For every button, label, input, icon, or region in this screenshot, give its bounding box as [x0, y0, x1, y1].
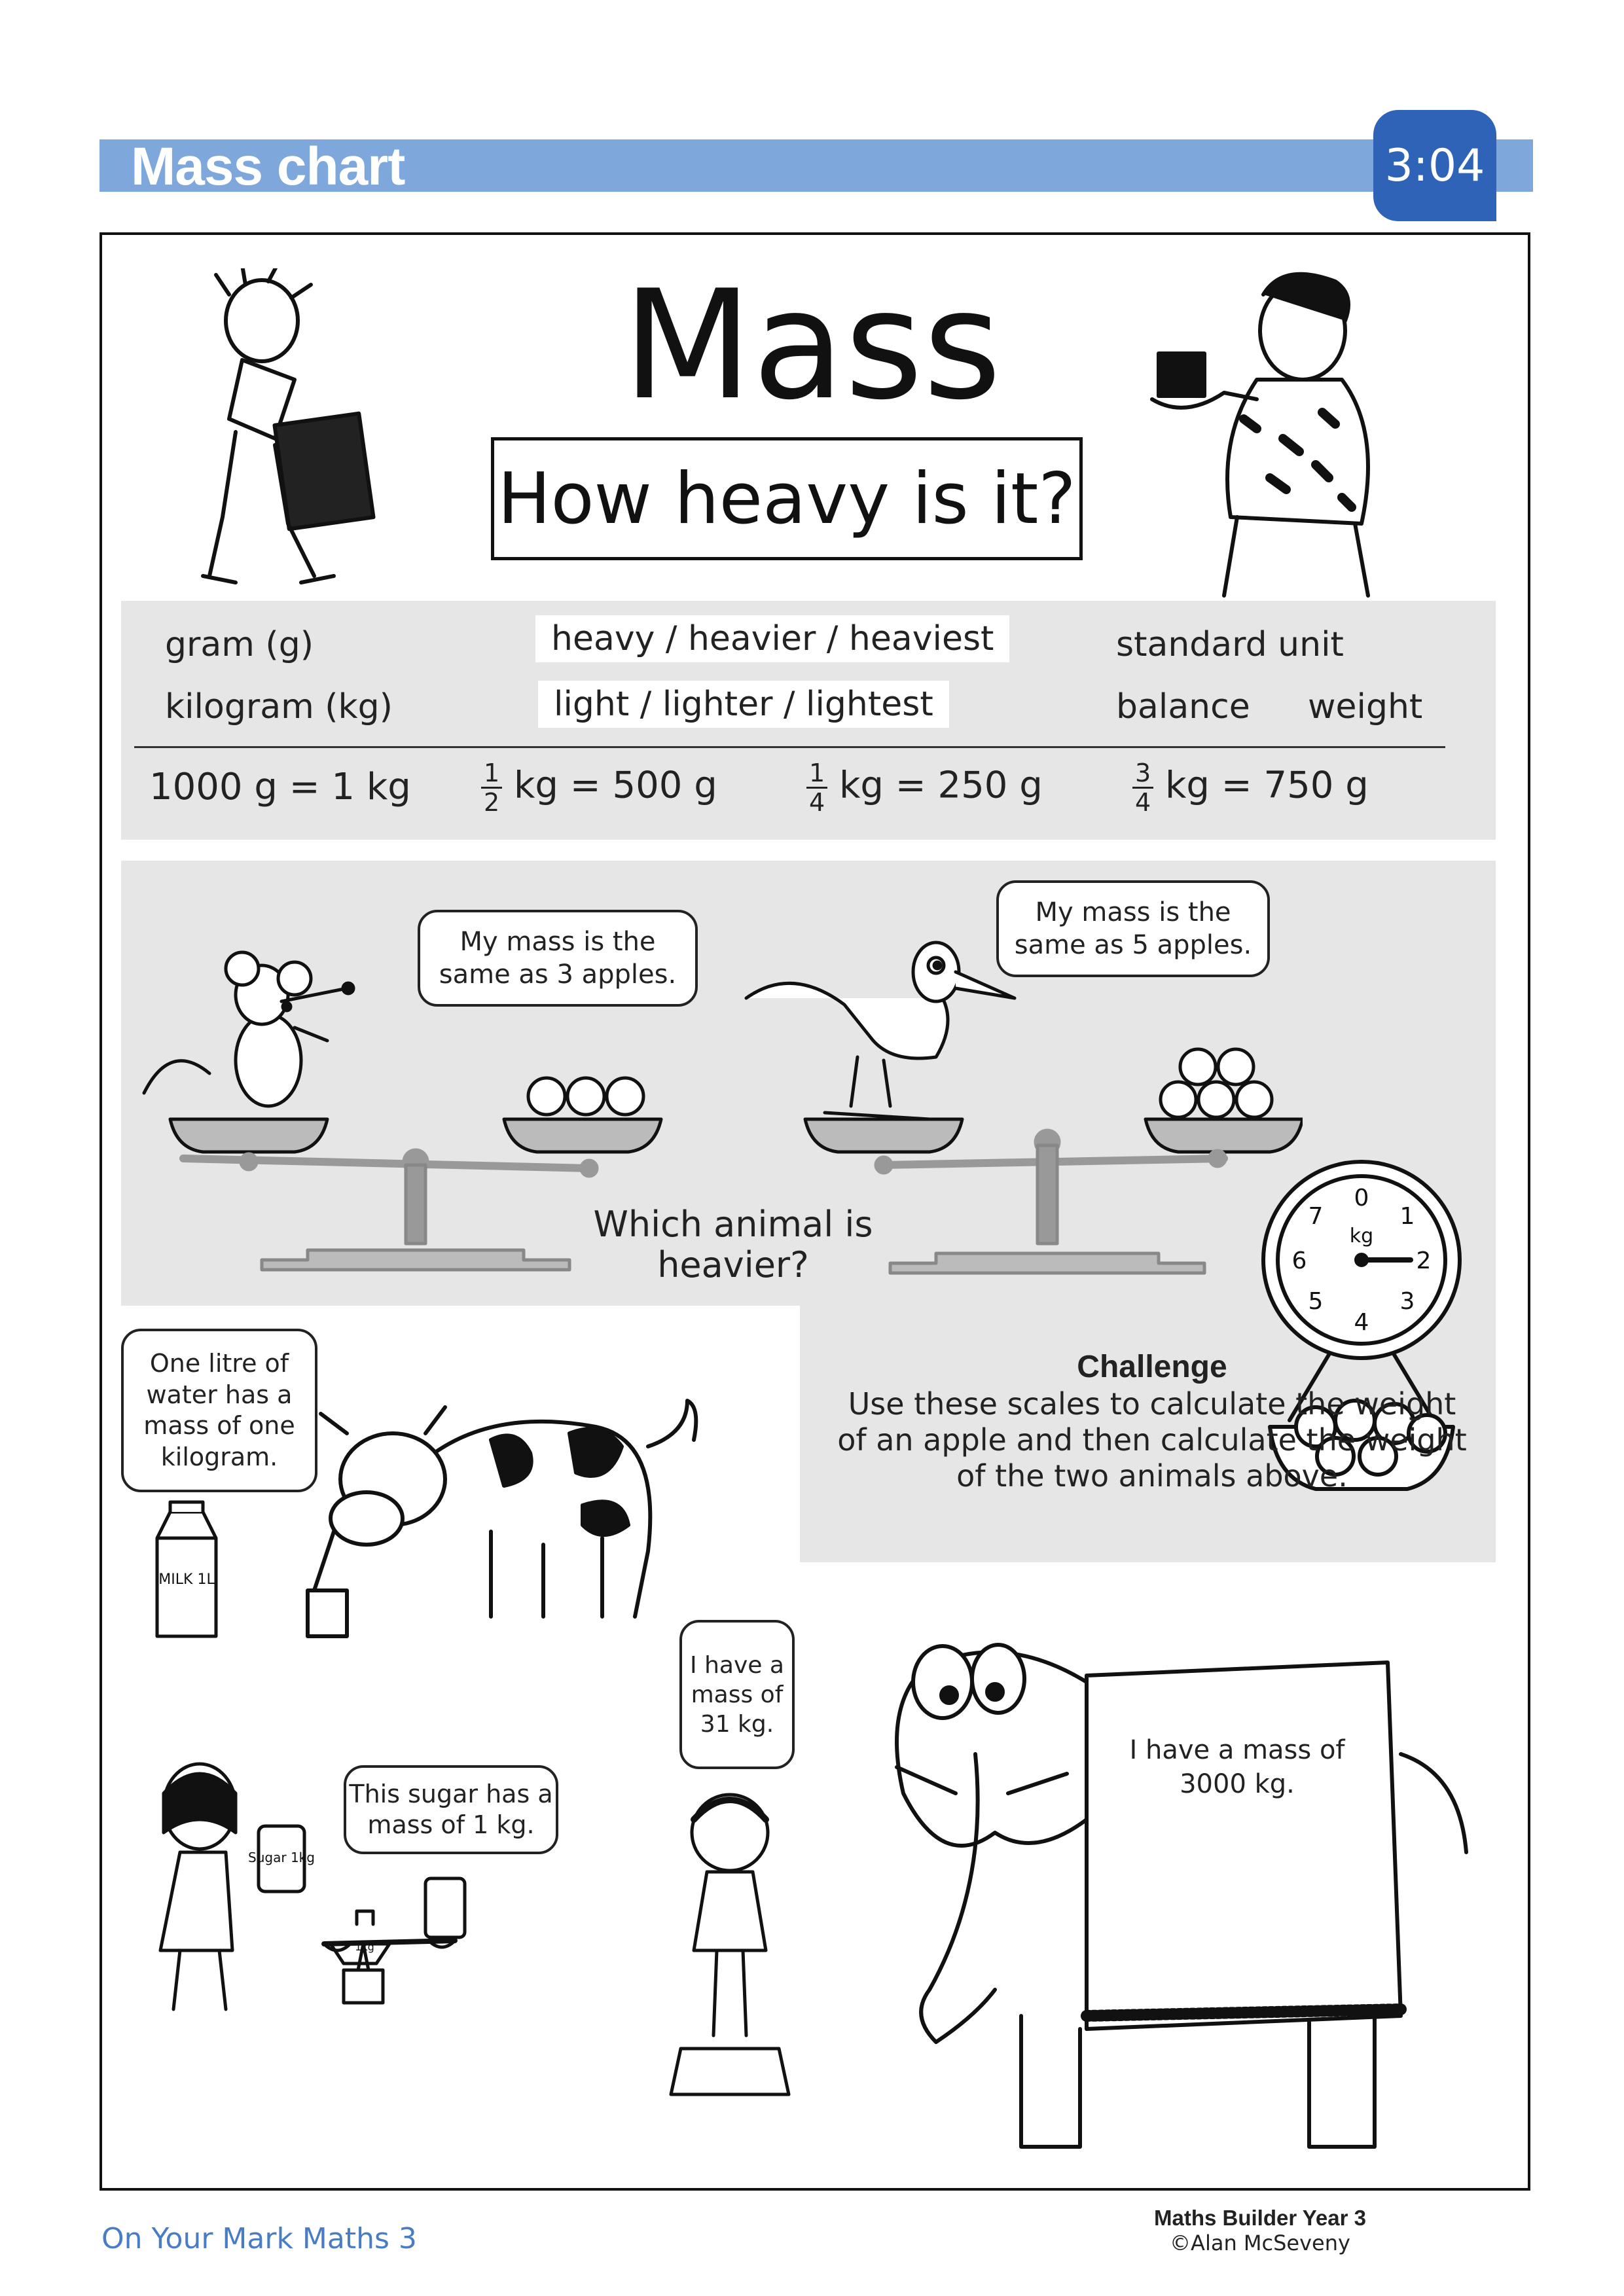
challenge-title: Challenge — [1077, 1350, 1227, 1384]
conversion-quarter-kg — [806, 759, 1043, 816]
scale-number-2: 2 — [1416, 1247, 1432, 1274]
strongman-holding-cube-illustration — [1087, 268, 1427, 602]
milk-carton-label: MILK 1L — [158, 1571, 215, 1588]
equals-sign: = — [569, 764, 613, 807]
conversion-three-quarter-kg — [1132, 759, 1369, 816]
scale-number-4: 4 — [1354, 1309, 1369, 1336]
unit-label: kg — [514, 764, 558, 807]
equals-sign: = — [289, 766, 332, 808]
vocab-divider — [134, 746, 1445, 748]
scale-unit: kg — [1349, 1225, 1374, 1247]
sugar-bag-label: Sugar 1kg — [248, 1850, 315, 1865]
page-code-badge: 3:04 — [1373, 110, 1496, 221]
elephant-label: I have a mass of 3000 kg. — [1129, 1735, 1345, 1799]
footer-book-title: Maths Builder Year 3 — [1153, 2206, 1367, 2230]
footer-credit — [1106, 2206, 1414, 2255]
poster-subtitle: How heavy is it? — [491, 437, 1083, 560]
page-title: Mass chart — [131, 137, 405, 196]
equals-sign: = — [895, 764, 938, 807]
vocab-weight: weight — [1308, 687, 1423, 726]
scale-number-3: 3 — [1399, 1288, 1415, 1315]
man-carrying-box-illustration — [164, 268, 399, 609]
challenge-block — [831, 1348, 1473, 1494]
fraction-three-quarters: $\frac{3}{4}$ — [1132, 759, 1153, 816]
footer-series-name: On Your Mark Maths 3 — [101, 2222, 417, 2255]
bird-speech-bubble: My mass is the same as 5 apples. — [996, 880, 1270, 977]
conversion-rhs: 750 g — [1263, 764, 1369, 807]
vocab-standard-unit: standard unit — [1116, 625, 1344, 664]
vocab-heavy: heavy / heavier / heaviest — [535, 615, 1009, 662]
child-on-scale-illustration — [661, 1787, 799, 2101]
milk-carton-illustration — [144, 1499, 229, 1643]
conversion-1000g — [149, 766, 411, 808]
conversion-lhs: 1000 g — [149, 766, 278, 808]
vocab-balance: balance — [1116, 687, 1250, 726]
balance-question: Which animal is heavier? — [593, 1204, 873, 1286]
conversion-half-kg — [481, 759, 717, 816]
vocab-kilogram: kilogram (kg) — [165, 687, 393, 726]
scale-number-0: 0 — [1354, 1185, 1369, 1211]
elephant-illustration — [838, 1623, 1492, 2173]
vocab-light: light / lighter / lightest — [538, 681, 949, 728]
fraction-quarter: $\frac{1}{4}$ — [806, 759, 827, 816]
conversion-rhs: 250 g — [937, 764, 1043, 807]
scale-number-6: 6 — [1291, 1247, 1307, 1274]
vocab-gram: gram (g) — [165, 625, 314, 664]
footer-copyright: ©Alan McSeveny — [1170, 2231, 1350, 2255]
fraction-half: $\frac{1}{2}$ — [481, 759, 502, 816]
unit-label: kg — [839, 764, 884, 807]
weight-label: 1kg — [355, 1941, 374, 1953]
girl-speech-bubble: This sugar has a mass of 1 kg. — [344, 1765, 558, 1854]
scale-number-7: 7 — [1308, 1203, 1324, 1230]
poster-title: Mass — [622, 259, 1002, 433]
conversion-rhs: 500 g — [612, 764, 717, 807]
girl-with-sugar-illustration — [128, 1754, 553, 2016]
child-speech-bubble: I have a mass of 31 kg. — [679, 1620, 795, 1769]
cow-speech-bubble: One litre of water has a mass of one kilogram. — [121, 1329, 317, 1492]
cow-drinking-illustration — [295, 1381, 713, 1643]
conversion-rhs: 1 kg — [331, 766, 411, 808]
equals-sign: = — [1221, 764, 1264, 807]
mouse-speech-bubble: My mass is the same as 3 apples. — [418, 910, 698, 1007]
scale-number-5: 5 — [1308, 1288, 1324, 1315]
unit-label: kg — [1165, 764, 1210, 807]
challenge-text: Use these scales to calculate the weight of an apple and then calculate the weight of the two animals above. — [837, 1386, 1467, 1494]
scale-number-1: 1 — [1399, 1203, 1415, 1230]
